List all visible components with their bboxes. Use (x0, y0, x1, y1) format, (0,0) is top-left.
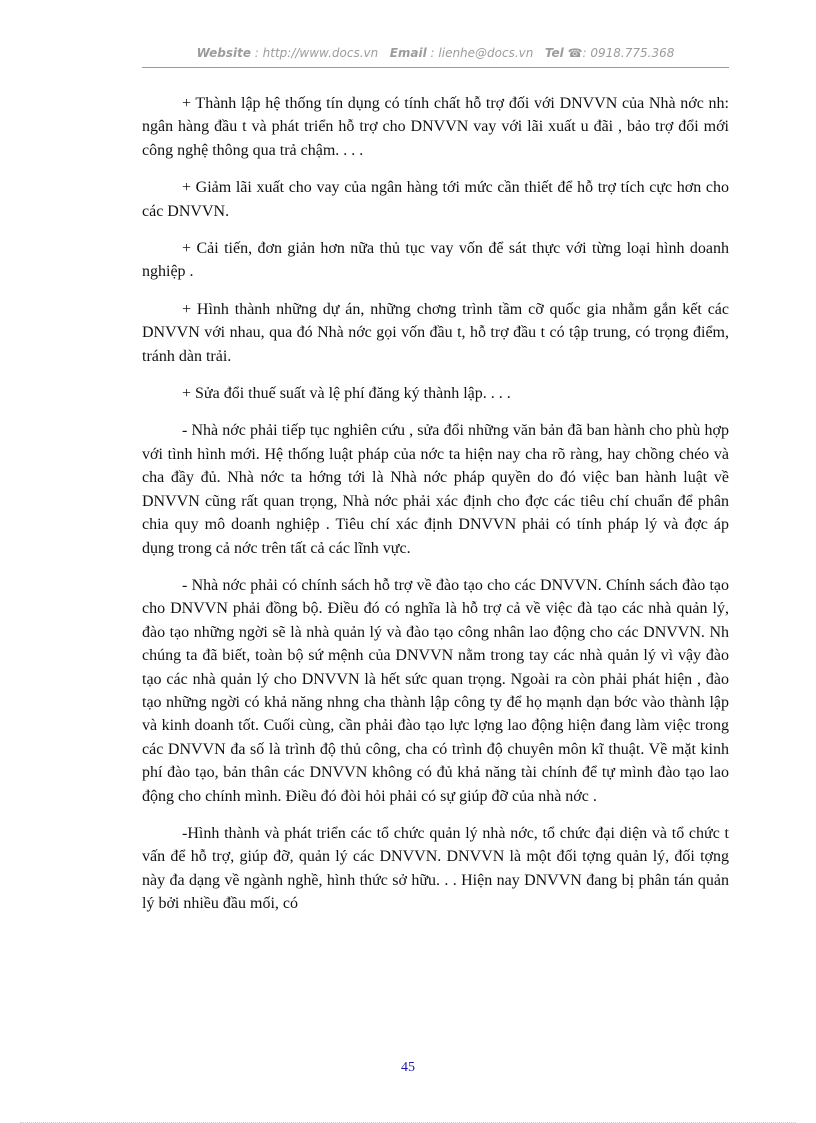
tel-label: Tel (544, 46, 564, 60)
paragraph: - Nhà nớc phải tiếp tục nghiên cứu , sửa đổi những văn bản đã ban hành cho phù hợp với tình hình mới. Hệ thống luật pháp của nớc ta hiện nay cha rõ ràng, hay chồng chéo và cha đầy đủ. Nhà nớc ta hớng tới là Nhà nớc pháp quyền do đó việc ban hành luật về DNVVN cũng rất quan trọng, Nhà nớc phải xác định cho đợc các tiêu chí chuẩn để phân chia quy mô doanh nghiệp . Tiêu chí xác định DNVVN phải có tính pháp lý và đợc áp dụng trong cả nớc trên tất cả các lĩnh vực. (142, 422, 729, 557)
page-number: 45 (401, 1060, 415, 1075)
header-divider (142, 67, 729, 68)
body-text (142, 92, 729, 928)
website-value: : http://www.docs.vn (254, 46, 379, 60)
phone-icon: ☎ (567, 46, 583, 60)
paragraph: + Hình thành những dự án, những chơng trình tầm cỡ quốc gia nhằm gắn kết các DNVVN với nhau, qua đó Nhà nớc gọi vốn đầu t, hỗ trợ đầu t có tập trung, có trọng điểm, tránh dàn trải. (142, 300, 729, 365)
paragraph: + Thành lập hệ thống tín dụng có tính chất hỗ trợ đối với DNVVN của Nhà nớc nh: ngân hàng đầu t và phát triển hỗ trợ cho DNVVN vay với lãi xuất u đãi , bảo trợ đổi mới công nghệ thông qua trả chậm. . . . (142, 95, 729, 159)
website-label: Website (196, 46, 251, 60)
tel-value: : 0918.775.368 (582, 46, 675, 60)
email-label: Email (389, 46, 427, 60)
email-value: : lienhe@docs.vn (430, 46, 534, 60)
paragraph: - Nhà nớc phải có chính sách hỗ trợ về đào tạo cho các DNVVN. Chính sách đào tạo cho DNVVN phải đồng bộ. Điều đó có nghĩa là hỗ trợ cả về việc đà tạo các nhà quản lý, đào tạo những ngời sẽ là nhà quản lý và đào tạo công nhân lao động cho các DNVVN. Nh chúng ta đã biết, toàn bộ sứ mệnh của DNVVN nằm trong tay các nhà quản lý vì vậy đào tạo các nhà quản lý cho DNVVN là hết sức quan trọng. Ngoài ra còn phải phát hiện , đào tạo những ngời có khả năng nhng cha thành lập công ty để họ mạnh dạn bớc vào thành lập và kinh doanh tốt. Cuối cùng, cần phải đào tạo lực lợng lao động hiện đang làm việc trong các DNVVN đa số là trình độ thủ công, cha có trình độ chuyên môn kĩ thuật. Về mặt kinh phí đào tạo, bản thân các DNVVN không có đủ khả năng tài chính để tự mình đào tạo lao động cho chính mình. Điều đó đòi hỏi phải có sự giúp đỡ của nhà nớc . (142, 576, 729, 805)
page-header (142, 46, 729, 60)
paragraph: + Giảm lãi xuất cho vay của ngân hàng tới mức cần thiết để hỗ trợ tích cực hơn cho các DNVVN. (142, 179, 729, 220)
paragraph: -Hình thành và phát triển các tổ chức quản lý nhà nớc, tổ chức đại diện và tổ chức t vấn để hỗ trợ, giúp đỡ, quản lý các DNVVN. DNVVN là một đối tợng quản lý, đối tợng này đa dạng về ngành nghề, hình thức sở hữu. . . Hiện nay DNVVN đang bị phân tán quản lý bởi nhiều đầu mối, có (142, 824, 729, 913)
paragraph: + Cải tiến, đơn giản hơn nữa thủ tục vay vốn để sát thực với từng loại hình doanh nghiệp . (142, 240, 729, 281)
paragraph: + Sửa đổi thuế suất và lệ phí đăng ký thành lập. . . . (182, 385, 511, 403)
